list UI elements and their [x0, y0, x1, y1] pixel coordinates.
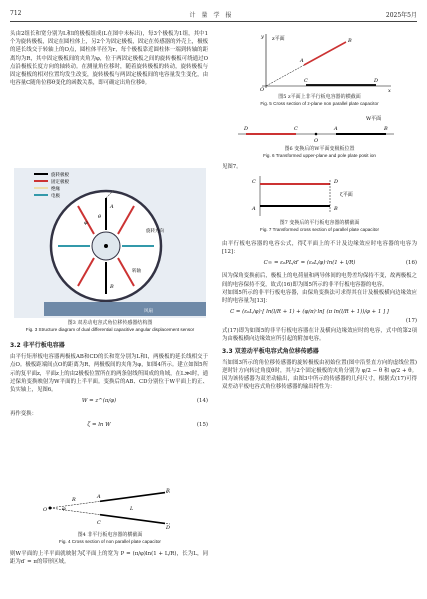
- figure-6: [236, 112, 396, 144]
- caption-en: Fig. 3 Structure diagram of dual differential capacitive angular displacement sensor: [25, 327, 195, 332]
- header-rule: [10, 21, 417, 22]
- left-column-lower: [10, 338, 208, 434]
- section-3-2-heading: 3.2 非平行板电容器: [10, 342, 65, 349]
- right-column: [222, 240, 417, 392]
- label-shaft: 转轴: [132, 269, 141, 274]
- figure-3-caption: [10, 320, 210, 333]
- equation-17: C = (ε₀L/φ)·[ ln(l/R + 1) + (φ/π)·ln[ (π ln(l/R + 1))/φ + 1 ] ] (17): [230, 309, 417, 325]
- svg-text:C: C: [304, 78, 308, 84]
- label-base: 风扇: [144, 309, 153, 314]
- paragraph-additional: 式(17)即为如图5的非平行板电容器在计及横向边缘效应时的电容，式中的第2项为由极板横向边缘效应所引起的附加电容。: [222, 328, 417, 343]
- svg-text:C: C: [252, 179, 256, 185]
- left-column-end: [10, 550, 208, 566]
- svg-text:B: B: [166, 488, 170, 494]
- svg-text:y: y: [261, 34, 264, 40]
- paragraph-dual-differential: 当如图3所示的角位移传感器的旋转极板由初始位置(图中沿竖直方向的虚线位置)逆时针方向转过角度θ时，其与2个固定极板的夹角分别为 φ/2 − θ 和 φ/2 + θ。因为该传感器为双差动输出，由图3中所示的传感器的几何尺寸，根据式(17)可得双差动平板电容式角位移传感器的输出特性为：: [222, 359, 417, 391]
- label-rotate-direction: 旋转方向: [146, 229, 164, 234]
- svg-text:L: L: [130, 506, 134, 512]
- label-B: B: [110, 284, 114, 290]
- equation-14: W = z^(π/φ) (14): [81, 398, 208, 405]
- figure-4: [40, 486, 180, 530]
- paragraph-structure: 头由2组长和宽分别为L和l的极板组成(L在图中未标出)，每3个极板为1组，其中1个为旋转极板，固定在圆柱体上，另2个为固定极板，固定在传感器的外壳上，极板的延长线交于转轴上的O点，圆柱体半径为r，每个极板靠近圆柱体一端到转轴的距离均为R，其中固定极板间的夹角为φ，位于两固定极板之间的旋转极板可绕通过O点沿极板长度方向的轴转动。在测量角位移时，随着旋转极板的转动，旋转极板与固定极板的相对位置均发生改变，旋转极板与两固定极板间的电容量发生变化，由电容量C随角位移θ变化的函数关系，即可确定出角位移θ。: [10, 31, 208, 87]
- svg-text:B: B: [348, 38, 352, 44]
- figure-3: [14, 168, 206, 318]
- svg-text:z平面: z平面: [272, 36, 285, 42]
- paragraph-nonparallel: 由平行矩形板电容器两极板AB和CD的长和宽分别为L和l，两极板的延长线相交于点O。极板距端间点O的距离为R，两极板间的夹角为φ，如图4所示。建立如图5所示的复平面z，平面z上的由2极板位置所在的两条射线所围成的角域，在L≫l时，通过保角变换映射为W平面的上半平面。变换后的AB、CD分别位于W平面上的正、负实轴上，见图6。: [10, 354, 208, 394]
- svg-text:ζ平面: ζ平面: [340, 192, 353, 198]
- svg-text:φ: φ: [62, 506, 66, 512]
- svg-text:D: D: [334, 179, 339, 185]
- legend-insulation: 绝缘: [51, 187, 60, 192]
- figure-7-caption: 图7 变换后的平行板电容器的横截面 Fig. 7 Transformed cross section of parallel plate capacitor: [260, 220, 379, 232]
- journal-name: 计量学报: [189, 12, 238, 19]
- fig6-note: 见图7。: [222, 164, 242, 170]
- label-phi: φ: [84, 220, 88, 226]
- page-number: 712: [10, 10, 22, 17]
- svg-text:R: R: [72, 497, 76, 503]
- svg-text:O: O: [43, 507, 48, 513]
- figure-5: [236, 30, 396, 92]
- left-column: [10, 30, 208, 87]
- section-3-3-heading: 3.3 双差动平板电容式角位移传感器: [222, 347, 319, 355]
- sensor-structure-diagram: [14, 168, 206, 318]
- legend-fixed: 固定极板: [51, 180, 69, 185]
- svg-text:C: C: [97, 520, 101, 526]
- svg-text:D: D: [374, 78, 379, 84]
- figure-4-caption: 图4 非平行板电容器的横截面 Fig. 4 Cross section of non parallel plate capacitor: [59, 532, 161, 544]
- label-A: A: [110, 204, 114, 210]
- svg-text:x: x: [388, 88, 391, 92]
- svg-text:A: A: [97, 494, 101, 500]
- legend-rotate: 旋转极板: [51, 173, 69, 178]
- svg-text:C: C: [294, 126, 298, 132]
- svg-text:O: O: [260, 87, 265, 92]
- svg-text:A: A: [334, 126, 338, 132]
- svg-text:D: D: [166, 525, 171, 530]
- figure-7: [250, 174, 370, 218]
- caption-zh: 图3 双差动电容式角位移传感器结构图: [67, 320, 153, 326]
- svg-text:A: A: [300, 58, 304, 64]
- svg-text:B: B: [334, 206, 338, 212]
- paragraph-invariance: 因为保角变换前后，极板上的电荷量和两导体间的电势差均保持不变，故两极板之间的电容保持不变，故式(16)即为图5所示的非平行板电容器的电容。: [222, 273, 417, 288]
- paragraph-capacitance: 由平行板电容器的电容公式，得ζ平面上的不计及边缘效应时电容器的电容为[12]：: [222, 241, 417, 256]
- paragraph-mapping: 则W平面的上半平面就映射为ζ平面上的宽为 P = (π/φ)ln(1 + L/R)，长为L，同距为d′ = π的带形区域。: [10, 551, 208, 566]
- equation-15: ζ = ln W (15): [87, 422, 208, 429]
- label-theta: θ: [98, 214, 102, 220]
- svg-text:B: B: [384, 126, 388, 132]
- paragraph-transform: 再作变换：: [10, 411, 37, 418]
- legend-electrode: 电极: [51, 194, 60, 199]
- paragraph-edge: 对如图5所示的非平行板电容器，由保角变换法可求得其在计及极板横向边缘效应时的电容量为[13]：: [222, 289, 417, 305]
- svg-text:D: D: [244, 126, 249, 132]
- figure-6-caption: 图6 变换后的W平面变极板位置 Fig. 6 Transformed upper-plane and pole plate posit ion: [263, 146, 376, 158]
- svg-text:A: A: [252, 206, 256, 212]
- figure-5-caption: 图5 z平面上非平行板电容器的横截面 Fig. 5 Cross section of z-plane non parallel plate capacitor: [260, 94, 379, 106]
- equation-16: C∞ = ε₀PL/d′ = (ε₀L/φ)·ln(1 + l/R) (16): [263, 260, 417, 267]
- svg-text:W平面: W平面: [366, 116, 382, 122]
- issue-date: 2025年5月: [385, 12, 417, 19]
- svg-text:O: O: [314, 138, 319, 144]
